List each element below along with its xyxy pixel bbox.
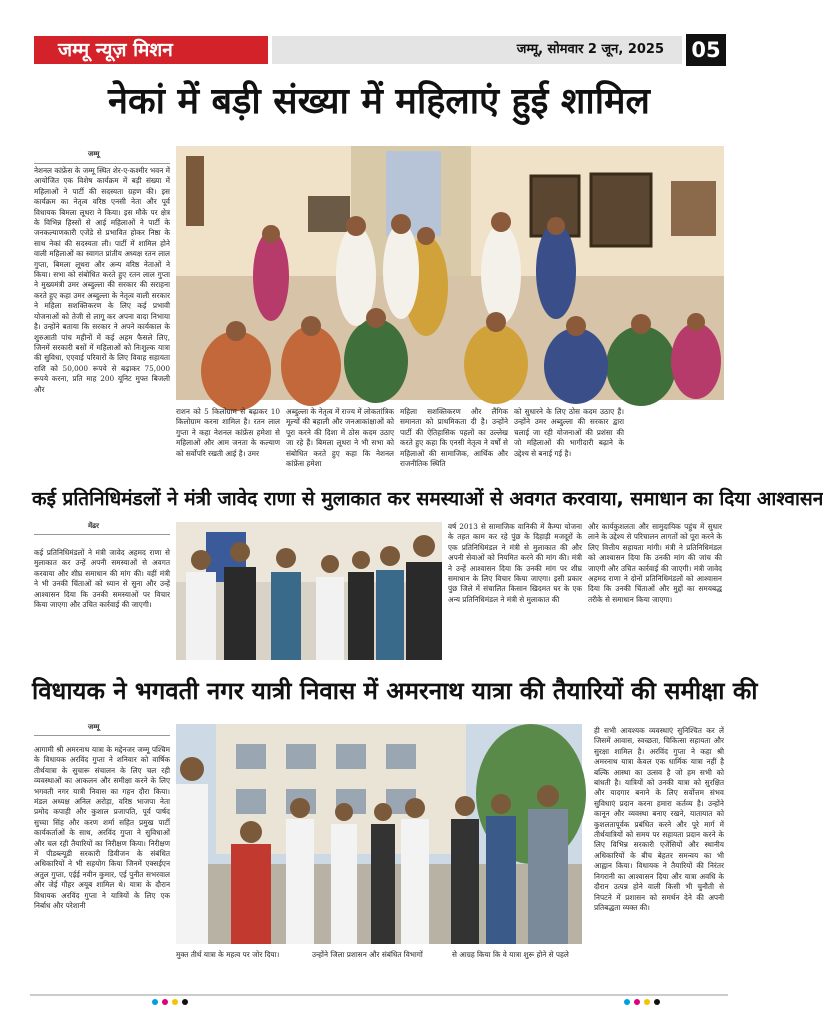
- story3-col3: उन्होंने जिला प्रशासन और संबंधित विभागों: [312, 950, 423, 959]
- reg-dot: [162, 999, 168, 1005]
- story2-col2: वर्ष 2013 से सामाजिक वानिकी में कैम्पा योजना के तहत काम कर रहे पुंछ के दिहाड़ी मजदूरों के एक प्रतिनिधिमंडल ने मंत्री से मुलाकात की और अपनी सेवाओं को नियमित करने की मांग की। मंत्री ने उन्हें आश्वासन दिया कि उनकी मांग पर शीघ्र समाधान के लिए विचार किया जाएगा। इसी प्रकार पुंछ जिले में संचालित किसान खिदमत घर के एक अन्य प्रतिनिधिमंडल ने मंत्री से मुलाकात की: [448, 522, 582, 604]
- story3-headline: विधायक ने भगवती नगर यात्री निवास में अमरनाथ यात्रा की तैयारियों की समीक्षा की: [32, 677, 758, 705]
- story1-col4: महिला सशक्तिकरण और लैंगिक समानता को प्राथमिकता दी है। उन्होंने पार्टी की ऐतिहासिक पहलों का उल्लेख करते हुए कहा कि एनसी नेतृत्व ने वर्षों से महिलाओं की सामाजिक, आर्थिक और राजनीतिक स्थिति: [400, 407, 508, 469]
- story1-dateline: जम्मू: [88, 150, 100, 158]
- story2-col1: कई प्रतिनिधिमंडलों ने मंत्री जावेद अहमद राणा से मुलाकात कर उन्हें अपनी समस्याओं से अवगत करवाया और शीघ्र समाधान की मांग की। वहीं मंत्री ने भी उनकी चिंताओं को ध्यान से सुना और उन्हें आश्वासन दिया कि उनकी समस्याओं पर विचार किया जाएगा और उचित कार्रवाई की जाएगी।: [34, 548, 170, 610]
- reg-dot: [624, 999, 630, 1005]
- reg-dot: [172, 999, 178, 1005]
- issue-date: जम्मू, सोमवार 2 जून, 2025: [272, 36, 682, 64]
- story2-headline: कई प्रतिनिधिमंडलों ने मंत्री जावेद राणा से मुलाकात कर समस्याओं से अवगत करवाया, समाधान का दिया आश्वासन: [32, 488, 823, 510]
- story3-dateline: जम्मू: [88, 723, 100, 731]
- story3-col2: मुक्त तीर्थ यात्रा के महत्व पर जोर दिया।: [176, 950, 280, 959]
- story3-col4: से आग्रह किया कि वे यात्रा शुरू होने से पहले: [452, 950, 569, 959]
- reg-dot: [182, 999, 188, 1005]
- story2-col3: और कार्यकुशलता और सामुदायिक पहुंच में सुधार लाने के उद्देश्य से परिचालन लागतों को पूरा करने के लिए वित्तीय सहायता मांगी। मंत्री ने प्रतिनिधिमंडल को आश्वासन दिया कि उनकी मांग की जांच की जाएगी और उचित कार्रवाई की जाएगी। मंत्री जावेद अहमद राणा ने दोनों प्रतिनिधिमंडलों को आश्वासन दिया कि उनकी चिंताओं और मुद्दों का समयबद्ध तरीके से समाधान किया जाएगा।: [588, 522, 722, 604]
- story1-col2: राशन को 5 किलोग्राम से बढ़ाकर 10 किलोग्राम करना शामिल है। रतन लाल गुप्ता ने कहा नेशनल कांफ्रेंस हमेशा से महिलाओं और आम जनता के कल्याण को सर्वोपरि रखती आई है। उमर: [176, 407, 280, 458]
- story1-photo: [176, 146, 724, 400]
- story3-col1: आगामी श्री अमरनाथ यात्रा के मद्देनजर जम्मू पश्चिम के विधायक अरविंद गुप्ता ने शनिवार को वार्षिक तीर्थयात्रा के सुचारू संचालन के लिए चल रही व्यवस्थाओं का आकलन और समीक्षा करने के लिए भगवती नगर यात्री निवास का गहन दौरा किया। मंडल अध्यक्ष अनिल अरोड़ा, वरिष्ठ भाजपा नेता प्रमोद कपाही और कुशाल प्रजापति, पूर्व पार्षद सुच्चा सिंह और करण शर्मा सहित प्रमुख पार्टी कार्यकर्ताओं के साथ, अरविंद गुप्ता ने सुविधाओं और चल रही तैयारियों का निरीक्षण किया। निरीक्षण में पीडब्ल्यूडी सरकारी डिवीजन के संबंधित अधिकारियों ने भी सहयोग किया जिनमें एक्सईएन अतुल गुप्ता, एईई नवीन कुमार, एई पुनीत सभरवाल और जेई गौहर अयूब शामिल थे। यात्रा के दौरान विधायक अरविंद गुप्ता ने यात्रियों के लिए एक निर्बाध और परेशानी: [34, 745, 170, 911]
- registration-marks-right: [622, 990, 662, 1000]
- divider: [34, 735, 170, 736]
- story1-col5: को सुधारने के लिए ठोस कदम उठाए हैं। उन्होंने उमर अब्दुल्ला की सरकार द्वारा चलाई जा रही योजनाओं की प्रशंसा की जो महिलाओं की भागीदारी बढ़ाने के उद्देश्य से बनाई गई है।: [514, 407, 624, 458]
- story3-col5: ही सभी आवश्यक व्यवस्थाएं सुनिश्चित कर लें जिसमें आवास, स्वच्छता, चिकित्सा सहायता और सुरक्षा शामिल है। अरविंद गुप्ता ने कहा श्री अमरनाथ यात्रा केवल एक धार्मिक यात्रा नहीं है बल्कि आस्था का उत्सव है जो हम सभी को बांधती है। यात्रियों को उनकी यात्रा को सुरक्षित और यादगार बनाने के लिए सर्वोत्तम संभव सुविधाएं प्रदान करना हमारा कर्तव्य है। उन्होंने कानून और व्यवस्था बनाए रखने, यातायात को कुशलतापूर्वक प्रबंधित करने और पूरे मार्ग में तीर्थयात्रियों को समय पर सहायता प्रदान करने के लिए विभिन्न सरकारी एजेंसियों और स्थानीय अधिकारियों के बीच बेहतर समन्वय का भी आह्वान किया। विधायक ने तैयारियों की निरंतर निगरानी का आश्वासन दिया और यात्रा अवधि के दौरान उत्पन्न होने वाली किसी भी चुनौती से निपटने में प्रशासन को समर्थन देने की अपनी प्रतिबद्धता व्यक्त की।: [594, 726, 724, 912]
- reg-dot: [634, 999, 640, 1005]
- story2-photo: [176, 522, 442, 660]
- divider: [34, 163, 170, 164]
- story1-col3: अब्दुल्ला के नेतृत्व में राज्य में लोकतांत्रिक मूल्यों की बहाली और जनआकांक्षाओं को पूरा करने की दिशा में ठोस कदम उठाए जा रहे हैं। बिमला लूथरा ने भी सभा को संबोधित करते हुए कहा कि नेशनल कांफ्रेंस हमेशा: [286, 407, 394, 469]
- reg-dot: [654, 999, 660, 1005]
- page-number: 05: [686, 34, 726, 66]
- story1-col1: नेशनल कांफ्रेंस के जम्मू स्थित शेर-ए-कश्मीर भवन में आयोजित एक विशेष कार्यक्रम में बड़ी संख्या में महिलाओं ने पार्टी की सदस्यता ग्रहण की। इस कार्यक्रम का नेतृत्व वरिष्ठ एनसी नेता और पूर्व विधायक बिमला लूथरा ने किया। इस मौके पर क्षेत्र के विभिन्न हिस्सों से आई महिलाओं ने पार्टी के जनकल्याणकारी एजेंडे से प्रभावित होकर निष्ठा के साथ नेकां की सदस्यता ली। पार्टी में शामिल होने वाली महिलाओं का स्वागत प्रांतीय अध्यक्ष रतन लाल गुप्ता, बिमला लूथरा और अन्य वरिष्ठ नेताओं ने किया। सभा को संबोधित करते हुए रतन लाल गुप्ता ने मुख्यमंत्री उमर अब्दुल्ला की सरकार की सराहना करते हुए कहा उमर अब्दुल्ला के नेतृत्व वाली सरकार ने महिला सशक्तिकरण के लिए कई प्रभावी योजनाओं को तेजी से लागू कर अपना वादा निभाया है। उन्होंने बताया कि सरकार ने अपने कार्यकाल के शुरुआती पांच महीनों में कई अहम फैसले लिए, जिनमें सरकारी बसों में महिलाओं को निःशुल्क यात्रा की सुविधा, एएवाई परिवारों के लिए विवाह सहायता राशि को 50,000 रूपये से बढ़ाकर 75,000 रूपये करना, प्रति माह 200 यूनिट मुफ्त बिजली और: [34, 166, 170, 394]
- story2-dateline: मेंढर: [88, 522, 99, 530]
- reg-dot: [644, 999, 650, 1005]
- registration-marks-left: [150, 990, 190, 1000]
- story3-photo: [176, 724, 582, 944]
- story1-headline: नेकां में बड़ी संख्या में महिलाएं हुई शामिल: [108, 81, 650, 122]
- divider: [34, 534, 170, 535]
- masthead-title: जम्मू न्यूज़ मिशन: [34, 36, 268, 64]
- reg-dot: [152, 999, 158, 1005]
